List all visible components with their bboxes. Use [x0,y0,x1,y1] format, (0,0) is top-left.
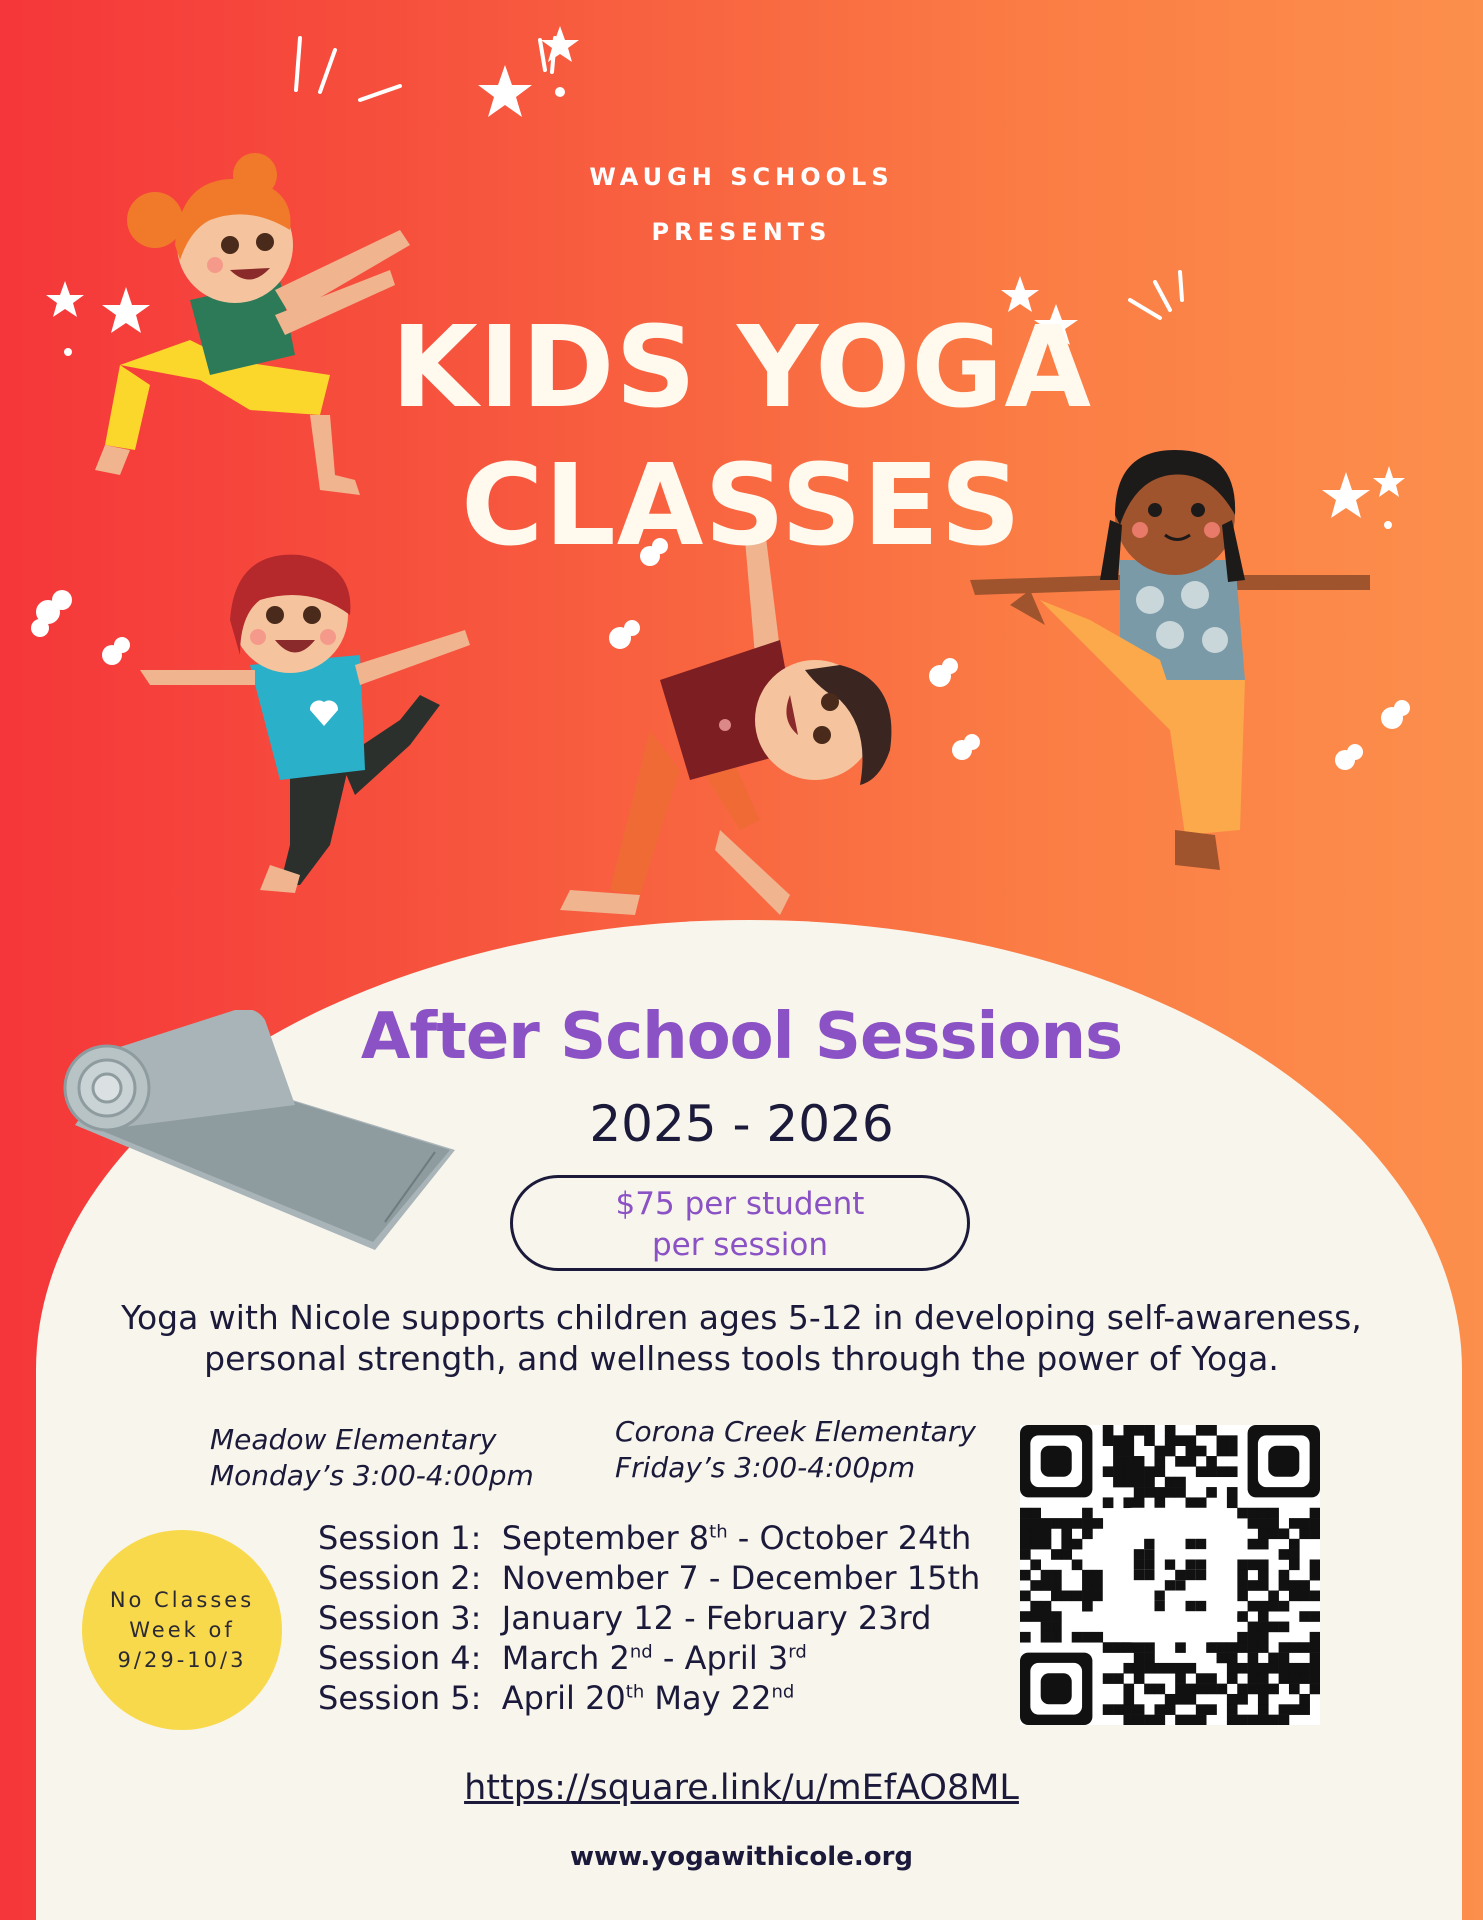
registration-link[interactable]: https://square.link/u/mEfAO8ML [464,1768,1019,1808]
title-line-2: CLASSES [461,441,1022,571]
session-row: Session 2: November 7 - December 15th [318,1559,981,1597]
registration-qr-code[interactable] [1020,1425,1320,1725]
presenter-name: WAUGH SCHOOLS [589,163,894,191]
description-line-2: personal strength, and wellness tools through the power of Yoga. [204,1339,1279,1378]
title-line-1: KIDS YOGA [390,303,1092,433]
school-time: Monday’s 3:00-4:00pm [210,1459,534,1492]
kid-illustration-3 [540,530,900,930]
program-heading: After School Sessions [360,1000,1123,1074]
no-classes-line-2: Week of [129,1618,235,1642]
session-row: Session 5: April 20th May 22nd [318,1679,795,1717]
session-row: Session 1: September 8th - October 24th [318,1519,972,1557]
school-meadow [210,1422,534,1494]
presents-label: PRESENTS [651,218,832,246]
website-link[interactable]: www.yogawithicole.org [569,1842,913,1872]
school-corona-creek [615,1414,976,1486]
description-line-1: Yoga with Nicole supports children ages 5-12 in developing self-awareness, [121,1298,1362,1337]
session-row: Session 4: March 2nd - April 3rd [318,1639,807,1677]
school-name: Meadow Elementary [210,1423,497,1456]
no-classes-badge [82,1530,282,1730]
school-time: Friday’s 3:00-4:00pm [615,1451,916,1484]
no-classes-line-3: 9/29-10/3 [117,1648,247,1672]
school-name: Corona Creek Elementary [615,1415,976,1448]
program-years: 2025 - 2026 [589,1095,894,1153]
price-badge [510,1175,970,1271]
no-classes-line-1: No Classes [109,1588,255,1612]
session-row: Session 3: January 12 - February 23rd [318,1599,932,1637]
kid-illustration-2 [140,545,480,905]
price-line-1: $75 per student [615,1186,865,1222]
price-line-2: per session [651,1227,829,1263]
program-description [60,1297,1423,1379]
session-list [318,1518,980,1718]
